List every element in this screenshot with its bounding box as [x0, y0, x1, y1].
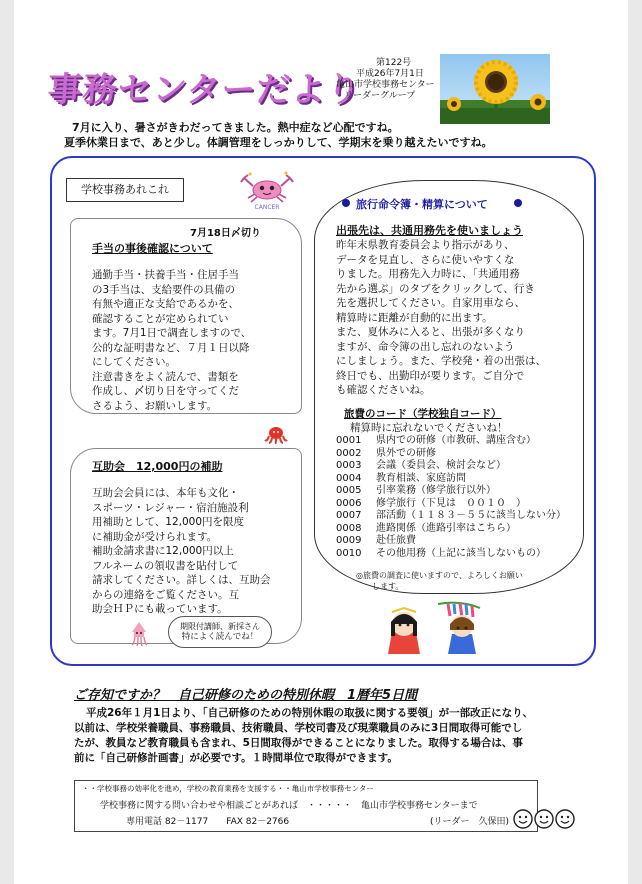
code-name: 教育相談、家庭訪問 — [376, 472, 466, 484]
allowance-line: 有無や適正な支給であるかを、 — [92, 298, 239, 310]
list-item — [336, 498, 594, 511]
list-item — [336, 473, 594, 486]
special-leave-line: 以前は、学校栄養職員、事務職員、技術職員、学校司書及び現業職員のみに3日間取得可能でし — [74, 722, 523, 734]
allowance-line: 確認することが定められてい — [92, 312, 229, 325]
footer-leader: (リーダー 久保田) — [430, 817, 510, 827]
allowance-line: 通勤手当・扶養手当・住居手当 — [92, 269, 239, 281]
mutual-aid-heading: 互助会 12,000円の補助 — [92, 460, 223, 473]
allowance-line: 作成し、〆切り日を守ってくだ — [92, 385, 239, 397]
special-leave-body — [74, 706, 604, 766]
allowance-line: にしてください。 — [92, 356, 176, 368]
mutual-aid-line: 用補助として、12,000円を限度 — [92, 516, 245, 528]
allowance-deadline: 7月18日〆切り — [190, 228, 261, 239]
allowance-line: の3手当は、支給要件の具備の — [92, 283, 236, 296]
allowance-body — [92, 268, 296, 413]
allowance-line: 注意書きをよく読んで、書類を — [92, 370, 239, 383]
code-number: 0010 — [336, 547, 362, 559]
codes-note-line: ◎旅費の調査に使いますので、よろしくお願い — [356, 571, 523, 580]
allowance-line: ます。7月1日で調査しますので、 — [92, 327, 252, 339]
bullet-dot-icon — [514, 199, 522, 207]
mutual-aid-line: 互助会会員には、本年も文化・ — [92, 487, 239, 499]
list-item — [336, 510, 594, 523]
tanabata-illustration — [370, 600, 504, 656]
callout-line: 期限付講師、新採さん — [180, 622, 260, 631]
bullet-dot-icon — [342, 199, 350, 207]
travel-heading: 旅行命令簿・精算について — [356, 198, 488, 211]
code-name: 県内での研修（市教研、講座含む） — [376, 435, 536, 446]
section-label: 学校事務あれこれ — [66, 178, 184, 202]
travel-line: も確認くださいね。 — [336, 384, 431, 396]
code-name: 進路関係（進路引率はこちら） — [376, 522, 516, 534]
smiley-faces-icon — [512, 806, 576, 832]
list-item — [336, 523, 594, 536]
mutual-aid-line: スポーツ・レジャー・宿泊施設利 — [92, 501, 249, 514]
special-leave-title: ご存知ですか？ 自己研修のための特別休暇 1暦年5日間 — [74, 688, 418, 703]
allowance-line: さるよう、お願いします。 — [92, 399, 218, 412]
code-number: 0007 — [336, 510, 362, 521]
intro-line: 7月に入り、暑さがきわだってきました。熱中症など心配ですね。 — [72, 121, 399, 134]
codes-note — [356, 570, 523, 592]
mutual-aid-line: 請求してください。詳しくは、互助会 — [92, 574, 271, 586]
footer-phone: 専用電話 82－1177 FAX 82－2766 — [126, 817, 290, 827]
travel-line: 先を選択してください。自家用車なら、 — [336, 297, 525, 309]
list-item — [336, 460, 594, 473]
sunflower-photo — [440, 54, 550, 124]
code-name: 修学旅行（下見は ００１０ ） — [376, 497, 526, 509]
code-name: 県外での研修 — [376, 447, 436, 459]
travel-line: データを見直し、さらに使いやすくな — [336, 253, 515, 266]
mutual-aid-line: 助会ＨＰにも載っています。 — [92, 603, 228, 615]
codes-heading: 旅費のコード（学校独自コード） — [344, 408, 502, 420]
travel-line: 終日でも、出勤印が要ります。ご自分で — [336, 369, 525, 382]
code-number: 0009 — [336, 535, 362, 546]
travel-line: りました。用務先入力時に、「共通用務 — [336, 268, 520, 280]
travel-line: また、夏休みに入ると、出張が多くなり — [336, 326, 525, 338]
list-item — [336, 535, 594, 548]
code-number: 0008 — [336, 522, 362, 534]
octopus-illustration — [264, 426, 288, 444]
travel-line: ますが、命令簿の出し忘れのないよう — [336, 340, 515, 353]
mutual-aid-line: に補助金が受けられます。 — [92, 530, 218, 543]
code-name: 引率業務（修学旅行以外） — [376, 485, 496, 496]
mutual-aid-line: からの連絡をご覧ください。互 — [92, 588, 239, 601]
allowance-line: 公的な証明書など、７月１日以降 — [92, 341, 250, 354]
travel-code-list — [336, 435, 594, 560]
code-number: 0006 — [336, 497, 362, 509]
code-number: 0005 — [336, 485, 362, 496]
issue-date: 平成26年7月1日 — [356, 69, 424, 79]
code-name: 会議（委員会、検討会など） — [376, 460, 506, 471]
special-leave-line: 平成26年１月1日より、「自己研修のための特別休暇の取扱に関する要領」が一部改正になり、 — [86, 707, 534, 719]
issuer-org: 亀山市学校事務センター — [336, 80, 435, 90]
list-item — [336, 435, 594, 448]
intro-text — [64, 120, 604, 150]
issuer-group: リーダーグループ — [344, 91, 416, 101]
masthead-title: 事務センターだより — [46, 70, 363, 110]
travel-line: 精算時に距離が自動的に出ます。 — [336, 311, 493, 324]
code-name: 部活動（１１８３－５５に該当しない分） — [376, 510, 566, 521]
code-name: 赴任旅費 — [376, 535, 416, 546]
list-item — [336, 548, 594, 561]
issue-number: 第122号 — [376, 58, 412, 68]
codes-note-line: します。 — [372, 582, 404, 591]
code-number: 0003 — [336, 460, 362, 471]
special-leave-line: 前に「自己研修計画書」が必要です。１時間単位で取得ができます。 — [74, 752, 398, 764]
travel-subheading: 出張先は、共通用務先を使いましょう — [336, 224, 523, 237]
travel-line: 先から選ぶ」のタブをクリックして、行き — [336, 282, 535, 295]
travel-body — [336, 238, 584, 398]
footer-contact: 学校事務に関する問い合わせや相談ごとがあれば ・・・・・ 亀山市学校事務センターまで — [100, 801, 478, 811]
mutual-aid-body — [92, 486, 296, 617]
list-item — [336, 448, 594, 461]
codes-subheading: 精算時に忘れないでくださいね！ — [350, 422, 508, 434]
crab-illustration — [238, 170, 296, 210]
crab-caption: CANCER — [254, 204, 280, 210]
code-number: 0004 — [336, 472, 362, 484]
code-number: 0002 — [336, 447, 362, 459]
special-leave-line: たが、教員など教育職員も含まれ、5日間取得ができることになりました。取得する場合は、事 — [74, 737, 523, 749]
mutual-aid-line: 補助金請求書に12,000円以上 — [92, 545, 234, 557]
intro-line: 夏季休業日まで、あと少し。体調管理をしっかりして、学期末を乗り越えたいですね。 — [64, 136, 493, 149]
issue-info — [336, 58, 435, 102]
callout-bubble — [168, 616, 272, 648]
allowance-heading: 手当の事後確認について — [92, 242, 213, 255]
code-number: 0001 — [336, 435, 362, 446]
travel-line: 昨年末県教育委員会より指示があり、 — [336, 239, 515, 251]
footer-motto: ・・学校事務の効率化を進め，学校の教育業務を支援する・・亀山市学校事務センター — [82, 784, 374, 793]
squid-illustration — [126, 620, 152, 646]
callout-line: 特によく読んでね！ — [181, 632, 259, 642]
code-name: その他用務（上記に該当しないもの） — [376, 547, 546, 559]
mutual-aid-line: フルネームの領収書を貼付して — [92, 559, 239, 572]
list-item — [336, 485, 594, 498]
travel-line: にしましょう。また、学校発・着の出張は、 — [336, 355, 546, 367]
